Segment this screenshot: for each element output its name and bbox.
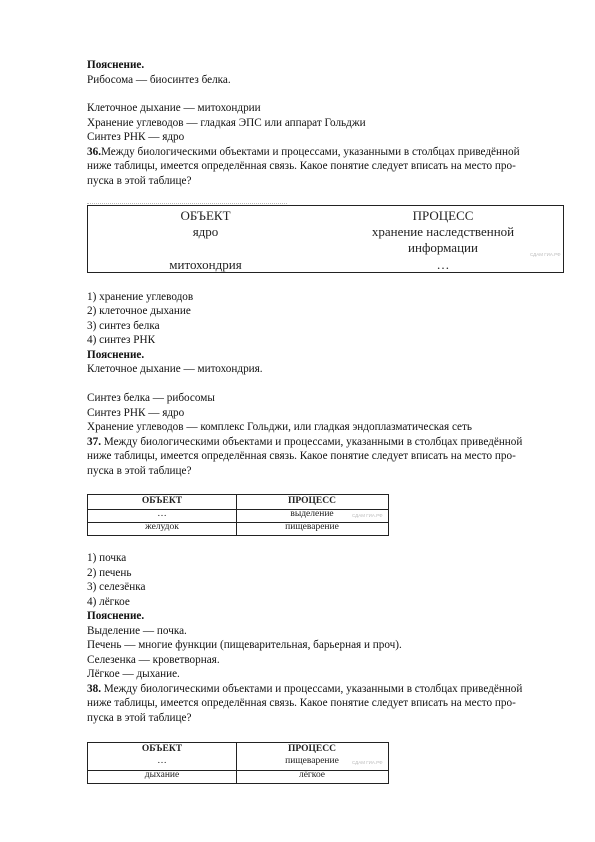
question-number: 36. [87,146,101,158]
table-header-object: ОБЪЕКТ [180,208,231,223]
table-cell: … [436,257,450,272]
explanation-line: Клеточное дыхание — митохондрия. [87,363,263,375]
explanation-line: Рибосома — биосинтез белка. [87,74,231,86]
question-38-table [87,742,389,784]
table-cell: дыхание [144,770,180,780]
table-cell: лёгкое [298,770,326,780]
table-cell: хранение наследственной [371,224,515,239]
table-cell: желудок [145,522,179,532]
explanation-line: Хранение углеводов — комплекс Гольджи, или гладкая эндоплазматическая сеть [87,421,472,433]
table-cell: … [157,509,167,519]
explanation-line: Лёгкое — дыхание. [87,668,180,680]
watermark: СДАМ ГИА.РФ [352,760,383,765]
table-header-process: ПРОЦЕСС [412,208,474,223]
question-37-line1: 37. Между биологическими объектами и процессами, указанными в столбцах приведённой [87,436,523,448]
question-36-line1: 36.Между биологическими объектами и процессами, указанными в столбцах приведённой [87,146,520,158]
question-37-table [87,494,389,536]
watermark: СДАМ ГИА.РФ [352,513,383,518]
question-number: 38. [87,683,101,695]
explanation-title: Пояснение. [87,349,145,361]
answer-option: 1) хранение углеводов [87,291,194,303]
answer-option: 1) почка [87,552,127,564]
explanation-line: Синтез РНК — ядро [87,407,185,419]
explanation-line: Хранение углеводов — гладкая ЭПС или аппарат Гольджи [87,117,366,129]
explanation-line: Клеточное дыхание — митохондрии [87,102,261,114]
question-36-table [87,205,564,273]
table-cell: информации [408,240,478,255]
question-38-line3: пуска в этой таблице? [87,712,192,724]
explanation-line: Синтез белка — рибосомы [87,392,215,404]
answer-option: 2) клеточное дыхание [87,305,191,317]
scan-artifact [87,203,287,204]
answer-option: 2) печень [87,567,132,579]
table-header-process: ПРОЦЕСС [288,744,336,754]
explanation-line: Печень — многие функции (пищеварительная, барьерная и проч). [87,639,402,651]
question-36-line3: пуска в этой таблице? [87,175,192,187]
table-header-object: ОБЪЕКТ [141,496,183,506]
question-37-line2: ниже таблицы, имеется определённая связь. Какое понятие следует вписать на место про- [87,450,516,462]
question-38-line2: ниже таблицы, имеется определённая связь. Какое понятие следует вписать на место про- [87,697,516,709]
question-36-line2: ниже таблицы, имеется определённая связь. Какое понятие следует вписать на место про- [87,160,516,172]
explanation-title: Пояснение. [87,610,145,622]
table-cell: пищеварение [285,522,339,532]
answer-option: 3) селезёнка [87,581,146,593]
table-header-process: ПРОЦЕСС [288,496,336,506]
table-cell: ядро [192,224,219,239]
watermark: СДАМ ГИА.РФ [530,252,561,257]
explanation-line: Выделение — почка. [87,625,187,637]
answer-option: 3) синтез белка [87,320,160,332]
table-cell: выделение [290,509,334,519]
answer-option: 4) лёгкое [87,596,130,608]
table-cell: митохондрия [169,257,242,272]
question-number: 37. [87,436,101,448]
table-header-object: ОБЪЕКТ [141,744,183,754]
answer-option: 4) синтез РНК [87,334,156,346]
explanation-line: Синтез РНК — ядро [87,131,185,143]
question-37-line3: пуска в этой таблице? [87,465,192,477]
table-cell: пищеварение [285,756,339,766]
explanation-line: Селезенка — кроветворная. [87,654,220,666]
explanation-title: Пояснение. [87,59,145,71]
question-38-line1: 38. Между биологическими объектами и процессами, указанными в столбцах приведённой [87,683,523,695]
table-cell: … [157,756,167,766]
